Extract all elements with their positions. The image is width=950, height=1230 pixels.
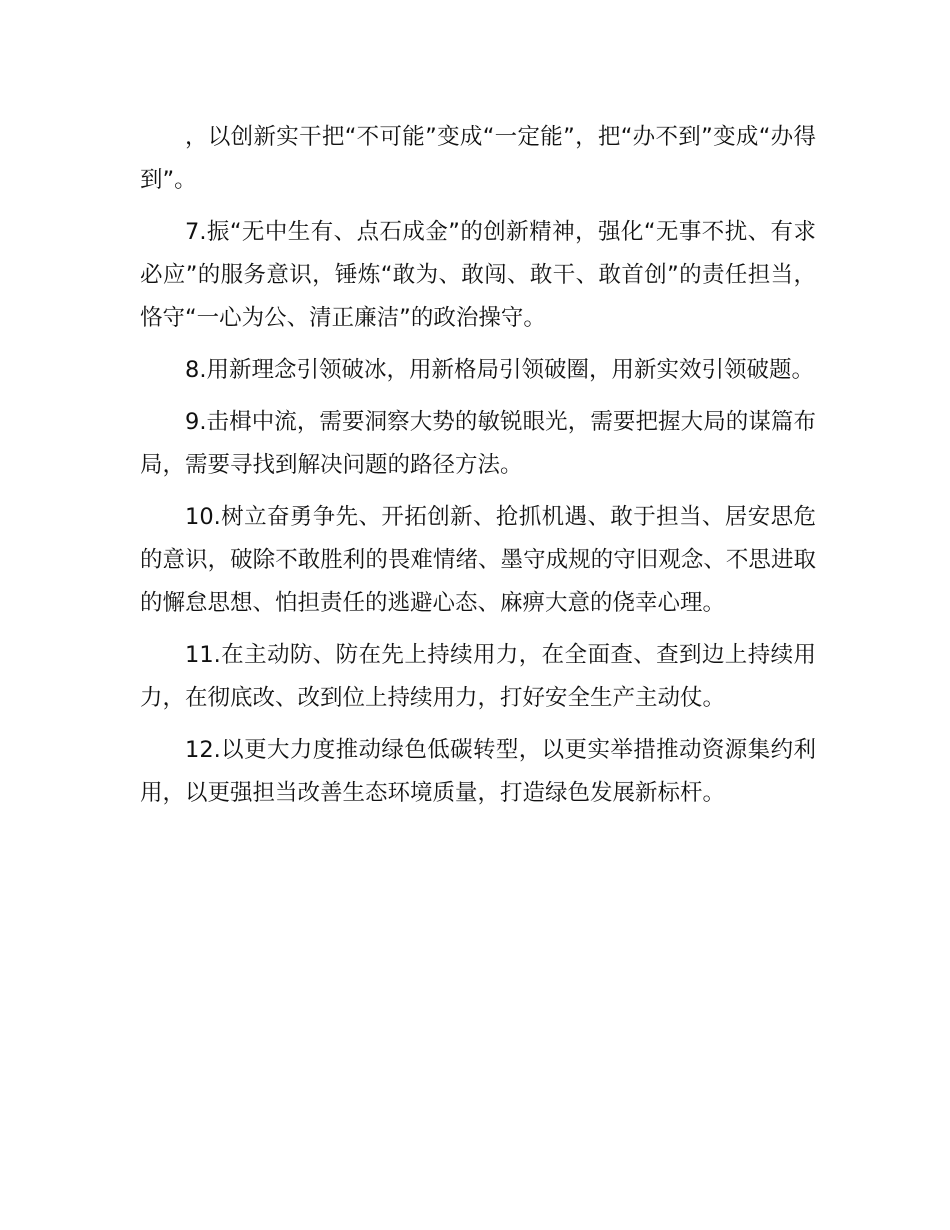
- paragraph-item-12: 12.以更大力度推动绿色低碳转型，以更实举措推动资源集约利用，以更强担当改善生态环境质量，打造绿色发展新标杆。: [140, 737, 816, 806]
- paragraph-item-11: 11.在主动防、防在先上持续用力，在全面查、查到边上持续用力，在彻底改、改到位上持续用力，打好安全生产主动仗。: [140, 642, 816, 711]
- paragraph-item-8: 8.用新理念引领破冰，用新格局引领破圈，用新实效引领破题。: [185, 357, 814, 383]
- paragraph-item-10: 10.树立奋勇争先、开拓创新、抢抓机遇、敢于担当、居安思危的意识，破除不敢胜利的畏难情绪、墨守成规的守旧观念、不思进取的懈怠思想、怕担责任的逃避心态、麻痹大意的侥幸心理。: [140, 504, 816, 616]
- document-body: [140, 116, 816, 824]
- paragraph-item-9: 9.击楫中流，需要洞察大势的敏锐眼光，需要把握大局的谋篇布局，需要寻找到解决问题的路径方法。: [140, 409, 816, 478]
- paragraph-continuation: ，以创新实干把“不可能”变成“一定能”，把“办不到”变成“办得到”。: [140, 124, 816, 193]
- paragraph-item-7: 7.振“无中生有、点石成金”的创新精神，强化“无事不扰、有求必应”的服务意识，锤炼“敢为、敢闯、敢干、敢首创”的责任担当，恪守“一心为公、清正廉洁”的政治操守。: [140, 219, 816, 331]
